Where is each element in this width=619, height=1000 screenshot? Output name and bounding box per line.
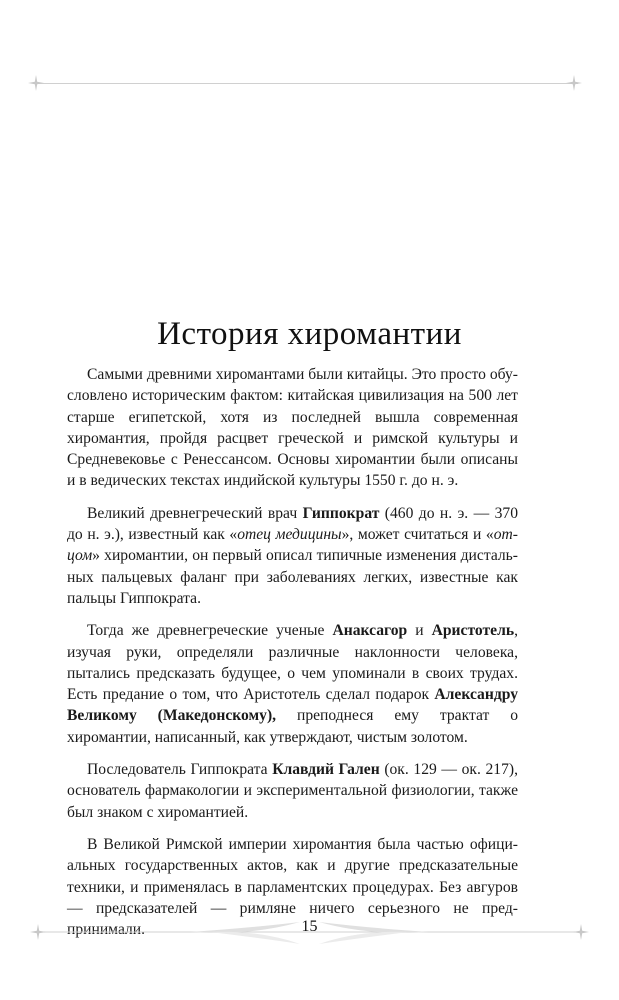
- bold-term: Клавдий Гален: [272, 761, 380, 779]
- text-run: (460 до н. э. — 370 до н. э.), известный как «: [67, 504, 518, 544]
- italic-term: отец медицины: [237, 526, 342, 544]
- text-run: Тогда же древнегреческие ученые: [87, 622, 333, 640]
- paragraph: [67, 620, 518, 748]
- italic-term: отцом: [67, 526, 518, 565]
- text-run: В Великой Римской империи хиромантия была частью официальных государственных актов, как и другие предсказательные техники, и применялась в парламентских процедурах. Без авгуров — предсказателей — римляне ничего серьезного не предпринимали.: [67, 835, 518, 939]
- bold-term: Анаксагор: [332, 622, 408, 640]
- text-run: Последователь Гиппократа: [87, 761, 273, 779]
- text-run: и: [407, 622, 432, 640]
- paragraph: [67, 503, 518, 609]
- text-run: Великий древнегреческий врач: [87, 504, 303, 522]
- paragraph: [67, 759, 518, 823]
- text-run: Самыми древними хиромантами были китайцы. Это просто обусловлено историческим фактом: китайская цивилизация на 500 лет старше египетской, хотя из последней вышла современная хиромантия, пройдя расцвет греческой и римской культуры и Средневековье с Ренессансом. Основы хиромантии были описаны и в ведических текстах индийской культуры 1550 г. до н. э.: [67, 366, 518, 490]
- page-number: 15: [301, 918, 318, 935]
- text-run: » хиромантии, он первый описал типичные изменения дистальных пальцевых фаланг при заболеваниях легких, известные как пальцы Гиппократа.: [67, 547, 518, 607]
- top-ornament-line: [38, 83, 578, 84]
- corner-star-icon: [28, 75, 44, 91]
- page-title: История хиромантии: [157, 316, 462, 352]
- body-text: [67, 364, 518, 951]
- text-run: », может считаться и «: [341, 526, 494, 544]
- corner-star-icon: [566, 75, 582, 91]
- bold-term: Аристотель: [431, 622, 515, 640]
- text-run: преподнеся ему трактат о хиромантии, написанный, как утверждают, чистым золотом.: [67, 707, 518, 746]
- text-run: (ок. 129 — ок. 217), основатель фармакологии и экспериментальной физиологии, также был знаком с хиромантией.: [67, 761, 518, 821]
- bold-term: Гиппократ: [302, 504, 380, 522]
- bold-term: Александру Великому (Македонскому),: [67, 686, 518, 725]
- text-run: , изучая руки, определяли различные наклонности человека, пытались предсказать будущее, о чем упоминали в своих трудах. Есть предание о том, что Аристотель сделал подарок: [67, 622, 518, 704]
- paragraph: [67, 364, 518, 492]
